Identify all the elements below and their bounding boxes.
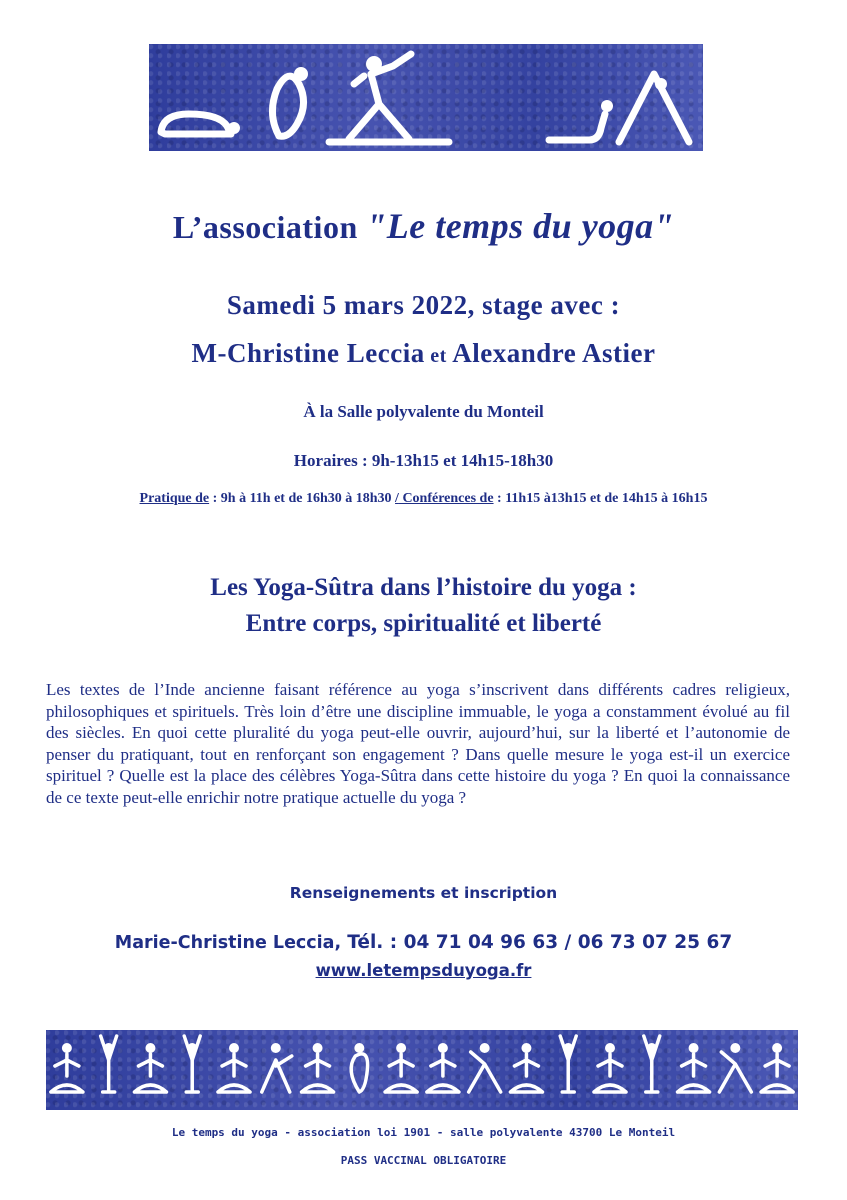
yoga-poses-top-drawing	[149, 44, 703, 151]
yoga-figure-icon	[184, 1036, 200, 1092]
venue-line: À la Salle polyvalente du Monteil	[303, 402, 544, 421]
yoga-figure-icon	[761, 1043, 793, 1092]
yoga-poses-banner-icon	[149, 44, 703, 151]
yoga-figure-icon	[385, 1043, 417, 1092]
yoga-poses-frieze-icon	[46, 1030, 798, 1110]
yoga-figure-icon	[351, 1043, 367, 1092]
conferences-label: Conférences de	[398, 491, 494, 506]
event-date-line: Samedi 5 mars 2022, stage avec :	[226, 290, 621, 320]
website-link[interactable]: www.letempsduyoga.fr	[315, 961, 532, 980]
yoga-figure-icon	[302, 1043, 334, 1092]
teachers-joiner: et	[424, 345, 453, 367]
vaccine-pass-notice: PASS VACCINAL OBLIGATOIRE	[340, 1154, 507, 1167]
yoga-figure-icon	[594, 1043, 626, 1092]
yoga-figure-icon	[101, 1036, 117, 1092]
teacher-2: Alexandre Astier	[452, 338, 656, 368]
conference-times: : 11h15 à13h15 et de 14h15 à 16h15	[493, 491, 708, 506]
contact-line	[0, 932, 847, 953]
title-prefix: L’association	[172, 209, 367, 245]
yoga-figure-icon	[218, 1043, 250, 1092]
page-title	[0, 205, 847, 247]
yoga-figure-icon	[560, 1036, 576, 1092]
practice-times: : 9h à 11h et de 16h30 à 18h30	[209, 491, 396, 506]
yoga-figure-icon	[469, 1043, 501, 1092]
teacher-1: M-Christine Leccia	[191, 338, 425, 368]
schedule-separator: /	[395, 491, 399, 506]
contact-name: Marie-Christine Leccia,	[114, 933, 348, 953]
teachers-line	[0, 338, 847, 369]
yoga-poses-bottom-drawing	[46, 1030, 798, 1110]
description-paragraph: Les textes de l’Inde ancienne faisant référence au yoga s’inscrivent dans différents cadres religieux, philosophiques et spirituels. Très loin d’être une discipline immuable, le yoga a constamment évolué au fil des siècles. En quoi cette pluralité du yoga peut-elle ouvrir, aujourd’hui, sur la liberté et l’autonomie de penser du pratiquant, tout en renforçant son engagement ? Dans quelle mesure le yoga est-il un exercice spirituel ? Quelle est la place des célèbres Yoga-Sûtra dans cette histoire du yoga ? En quoi la connaissance de ce texte peut-elle enrichir notre pratique actuelle du yoga ?	[46, 680, 790, 807]
yoga-figure-icon	[644, 1036, 660, 1092]
yoga-figure-icon	[262, 1043, 292, 1092]
schedule-line	[0, 491, 847, 507]
contact-phones: Tél. : 04 71 04 96 63 / 06 73 07 25 67	[347, 932, 733, 953]
hours-line: Horaires : 9h-13h15 et 14h15-18h30	[293, 451, 554, 470]
yoga-figure-icon	[678, 1043, 710, 1092]
yoga-figure-icon	[134, 1043, 166, 1092]
yoga-figure-icon	[51, 1043, 83, 1092]
subtitle-line-1: Les Yoga-Sûtra dans l’histoire du yoga :	[210, 574, 637, 601]
yoga-figure-icon	[427, 1043, 459, 1092]
association-name: "Le temps du yoga"	[366, 206, 675, 246]
footer-line: Le temps du yoga - association loi 1901 - salle polyvalente 43700 Le Monteil	[171, 1126, 676, 1139]
practice-label: Pratique de	[139, 491, 210, 506]
yoga-figure-icon	[719, 1043, 751, 1092]
yoga-figure-icon	[510, 1043, 542, 1092]
subtitle-line-2: Entre corps, spiritualité et liberté	[245, 610, 602, 637]
contact-heading: Renseignements et inscription	[289, 884, 558, 902]
